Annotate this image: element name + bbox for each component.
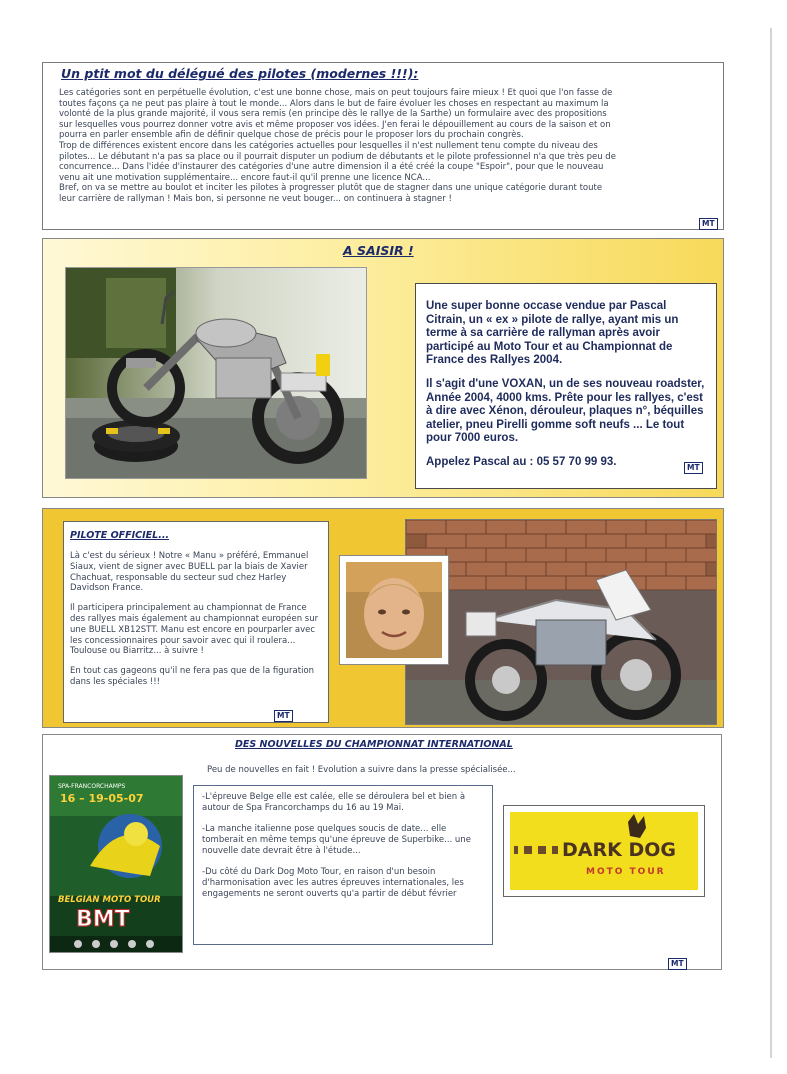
buell-motorcycle-photo	[405, 519, 717, 725]
mt-signature: MT	[274, 710, 293, 722]
official-rider-paragraph-3: En tout cas gageons qu'il ne fera pas que de la figuration dans les spéciales !!!	[70, 666, 315, 687]
poster-logo: BMT	[76, 907, 130, 932]
international-news-title: DES NOUVELLES DU CHAMPIONNAT INTERNATIONAL	[235, 739, 513, 750]
delegate-note-section	[42, 62, 724, 230]
for-sale-description-box	[415, 283, 717, 489]
belgian-moto-tour-poster	[49, 775, 183, 953]
news-item-italy: -La manche italienne pose quelques soucis de date... elle tomberait en même temps qu'une épreuve de Superbike... une nouvelle date devrait être à l'étude...	[202, 824, 471, 856]
international-news-section	[42, 734, 722, 970]
rider-portrait-photo	[339, 555, 449, 665]
dark-dog-subtitle-text: MOTO TOUR	[586, 867, 666, 877]
official-rider-paragraph-2: Il participera principalement au championnat de France des rallyes mais également au championnat européen sur une BUELL XB12STT. Manu est encore en pourparler avec les concessionnaires pour savoir avec qui il roulera... Toulouse ou Biarritz... à suivre !	[70, 603, 319, 657]
dark-dog-brand-text: DARK DOG	[562, 839, 676, 861]
for-sale-contact: Appelez Pascal au : 05 57 70 99 93.	[426, 455, 617, 468]
mt-signature: MT	[684, 462, 703, 474]
for-sale-paragraph-2: Il s'agit d'une VOXAN, un de ses nouveau roadster, Année 2004, 4000 kms. Prête pour les rallyes, c'est à dire avec Xénon, dérouleur, plaques n°, béquilles atelier, pneu Pirelli gomme soft neufs ... Le tout pour 7000 euros.	[426, 377, 705, 445]
for-sale-paragraph-1: Une super bonne occase vendue par Pascal Citrain, un « ex » pilote de rallye, ayant mis un terme à sa carrière de rallyman après avoir participé au Moto Tour et au Championnat de France des Rallyes 2004.	[426, 300, 679, 367]
official-rider-section	[42, 508, 724, 728]
poster-event-name: BELGIAN MOTO TOUR	[58, 895, 161, 905]
delegate-note-title: Un ptit mot du délégué des pilotes (modernes !!!):	[61, 66, 419, 81]
news-item-dark-dog: -Du côté du Dark Dog Moto Tour, en raison d'un besoin d'harmonisation avec les autres épreuves internationales, les engagements ne seront ouverts qu'a partir de début février	[202, 867, 464, 899]
official-rider-paragraph-1: Là c'est du sérieux ! Notre « Manu » préféré, Emmanuel Siaux, vient de signer avec BUELL par la biais de Xavier Chachuat, responsable du secteur sud chez Harley Davidson France.	[70, 551, 309, 594]
official-rider-text-box	[63, 521, 329, 723]
official-rider-title: PILOTE OFFICIEL...	[70, 530, 170, 541]
dark-dog-moto-tour-logo	[503, 805, 705, 897]
delegate-note-body: Les catégories sont en perpétuelle évolution, c'est une bonne chose, mais on peut toujours faire mieux ! Et quoi que l'on fasse de toutes façons ça ne peut pas plaire à tout le monde... Alors dans le but de faire évoluer les choses en respectant au maximum la volonté de la plus grande majorité, il vous sera remis (en principe dès le rallye de la Sarthe) un formulaire avec des propositions sur lesquelles vous pourrez donner votre avis et même proposer vos idées. J'en ferai le dépouillement au cours de la saison et on pourra en parler ensemble afin de définir quelque chose de précis pour le proposer lors du prochain congrès. Trop de différences existent encore dans les catégories actuelles pour lesquelles il n'est nullement tenu compte du niveau des pilotes... Le débutant n'a pas sa place ou il pourrait disputer un podium de débutants et le pilote professionnel n'a que très peu de concurrence... Dans l'idée d'instaurer des catégories d'une autre dimension il a été créé la coupe "Espoir", pour que le nouveau venu ait une motivation supplémentaire... encore faut-il qu'il prenne une licence NCA... Bref, on va se mettre au boulot et inciter les pilotes à progresser plutôt que de stagner dans une unique catégorie durant toute leur carrière de rallyman ! Mais bon, si personne ne veut bouger... on continuera à stagner !	[59, 88, 616, 204]
poster-top-line: SPA-FRANCORCHAMPS	[58, 783, 126, 790]
poster-dates: 16 – 19-05-07	[60, 792, 144, 805]
voxan-motorcycle-photo	[65, 267, 367, 479]
news-item-belgium: -L'épreuve Belge elle est calée, elle se déroulera bel et bien à autour de Spa Francorchamps du 16 au 19 Mai.	[202, 792, 466, 813]
for-sale-title: A SAISIR !	[343, 243, 414, 258]
international-news-list-box	[193, 785, 493, 945]
international-news-intro: Peu de nouvelles en fait ! Evolution a suivre dans la presse spécialisée...	[207, 765, 516, 775]
for-sale-section	[42, 238, 724, 498]
mt-signature: MT	[668, 958, 687, 970]
page-edge-line	[770, 28, 772, 1058]
mt-signature: MT	[699, 218, 718, 230]
